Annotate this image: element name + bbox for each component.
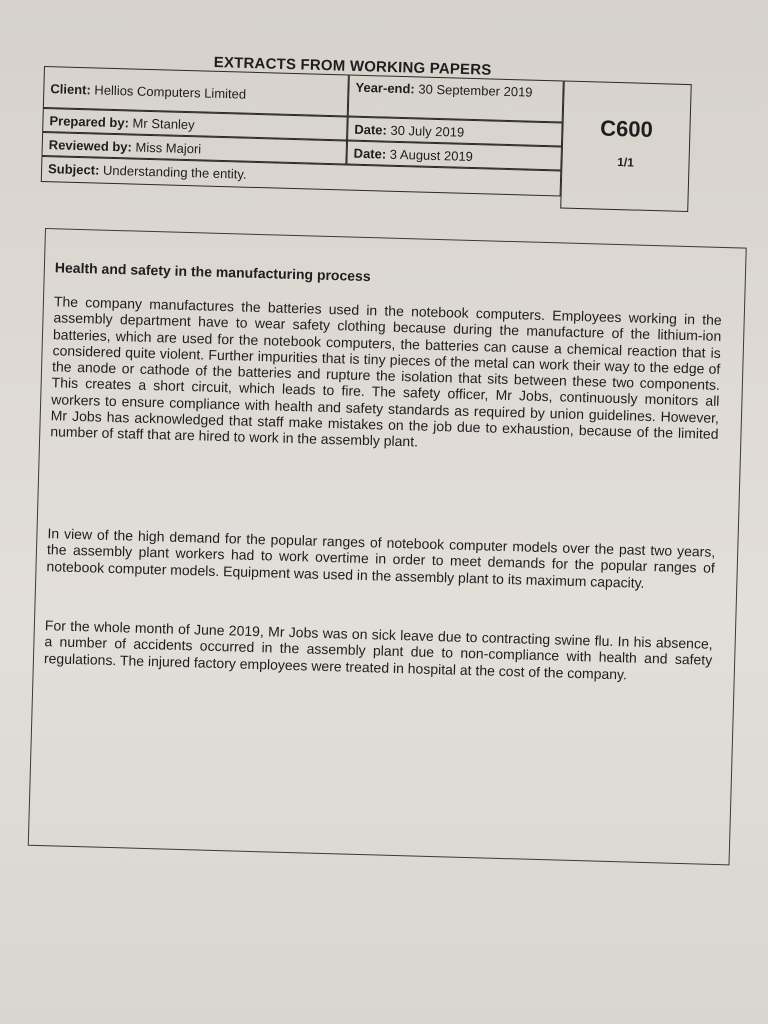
paragraph-3: For the whole month of June 2019, Mr Jobs was on sick leave due to contracting swine flu. In his absence, a number of accidents occurred in the assembly plant due to non-compliance with health and safety regulations. The injured factory employees were treated in hospital at the cost of the company. xyxy=(43,617,713,683)
paragraph-1: The company manufactures the batteries used in the notebook computers. Employees working in the assembly department have to wear safety clothing because during the manufacture of the lithium-ion batteries, which are used for the notebook computers, the batteries can cause a chemical reaction that is considered quite violent. Further impurities that is tiny pieces of the metal can work their way to the edge of the anode or cathode of the batteries and rupture the isolation that sits between these two components. This creates a short circuit, which leads to fire. The safety officer, Mr Jobs, continuously monitors all workers to ensure compliance with health and safety standards as required by union guidelines. However, Mr Jobs has acknowledged that staff make mistakes on the job due to exhaustion, because of the limited number of staff that are hired to work in the assembly plant. xyxy=(50,293,722,450)
prepared-date-value: 30 July 2019 xyxy=(390,122,465,140)
subject-value: Understanding the entity. xyxy=(102,162,247,182)
reviewed-date-label: Date: xyxy=(353,145,387,162)
reference-cell xyxy=(560,81,692,213)
working-papers-title: EXTRACTS FROM WORKING PAPERS xyxy=(213,54,492,79)
reference-code: C600 xyxy=(599,115,654,143)
section-heading: Health and safety in the manufacturing process xyxy=(54,259,371,285)
reviewed-date-value: 3 August 2019 xyxy=(389,146,474,165)
client-label: Client: xyxy=(50,81,92,98)
paragraph-2: In view of the high demand for the popular ranges of notebook computer models over the past two years, the assembly plant workers had to work overtime in order to meet demands for the popular ranges of notebook computer models. Equipment was used in the assembly plant to its maximum capacity. xyxy=(46,525,716,591)
working-paper-header-table xyxy=(40,66,693,216)
page-number: 1/1 xyxy=(617,155,635,170)
prepared-by-value: Mr Stanley xyxy=(132,115,195,133)
reviewed-by-label: Reviewed by: xyxy=(48,137,133,155)
year-end-label: Year-end: xyxy=(355,79,415,97)
content-box xyxy=(28,228,747,865)
prepared-by-label: Prepared by: xyxy=(49,113,130,131)
reviewed-by-value: Miss Majori xyxy=(135,139,202,157)
client-value: Hellios Computers Limited xyxy=(94,82,247,102)
subject-label: Subject: xyxy=(47,161,100,178)
prepared-date-label: Date: xyxy=(354,121,388,138)
year-end-value: 30 September 2019 xyxy=(418,81,533,100)
year-end-cell xyxy=(348,75,564,123)
